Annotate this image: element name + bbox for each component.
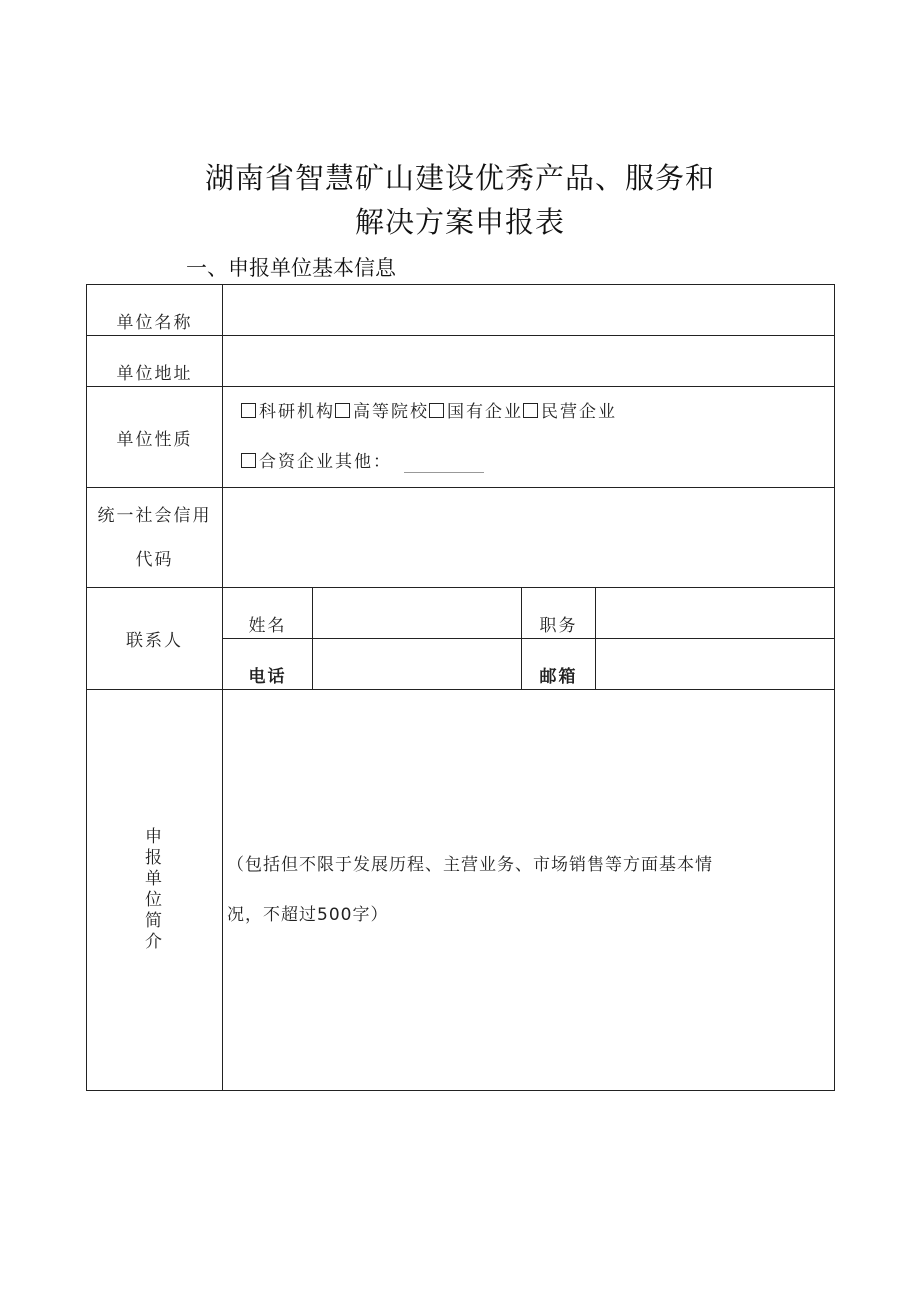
email-field[interactable] [596,639,835,690]
name-field[interactable] [313,588,522,639]
checkbox-private[interactable] [523,403,538,418]
name-label: 姓名 [223,588,313,639]
contact-label: 联系人 [87,588,223,690]
document-title-line-1: 湖南省智慧矿山建设优秀产品、服务和 [204,161,715,195]
position-label: 职务 [522,588,596,639]
checkbox-university[interactable] [335,403,350,418]
option-private: 民营企业 [541,402,617,422]
checkbox-joint-venture-other[interactable] [241,453,256,468]
other-blank-field[interactable] [404,458,484,473]
credit-code-label-line-2: 代码 [135,549,174,570]
email-label: 邮箱 [522,639,596,690]
option-joint-venture-other: 合资企业其他： [259,452,392,472]
credit-code-label-line-1: 统一社会信用 [97,505,212,526]
section-heading: 一、申报单位基本信息 [186,256,396,280]
intro-field[interactable] [223,690,835,1091]
unit-name-field[interactable] [223,285,835,336]
credit-code-label [87,488,223,588]
unit-name-label: 单位名称 [87,285,223,336]
intro-label-char: 单 [145,869,164,889]
application-form-table [86,284,835,1091]
intro-label-char: 简 [145,911,164,931]
intro-label [87,690,223,1091]
credit-code-field[interactable] [223,488,835,588]
intro-label-char: 介 [145,932,164,952]
option-university: 高等院校 [353,402,429,422]
unit-nature-options [223,387,835,488]
option-research-institute: 科研机构 [259,402,335,422]
phone-field[interactable] [313,639,522,690]
document-title-line-2: 解决方案申报表 [354,205,565,239]
intro-hint-line-2: 况，不超过500字） [227,905,389,925]
unit-address-field[interactable] [223,336,835,387]
intro-label-char: 申 [145,827,164,847]
unit-address-label: 单位地址 [87,336,223,387]
unit-nature-label: 单位性质 [87,387,223,488]
option-state-owned: 国有企业 [447,402,523,422]
intro-label-char: 报 [145,848,164,868]
phone-label: 电话 [223,639,313,690]
checkbox-state-owned[interactable] [429,403,444,418]
checkbox-research-institute[interactable] [241,403,256,418]
intro-hint-line-1: （包括但不限于发展历程、主营业务、市场销售等方面基本情 [227,855,713,875]
intro-label-char: 位 [145,890,164,910]
position-field[interactable] [596,588,835,639]
